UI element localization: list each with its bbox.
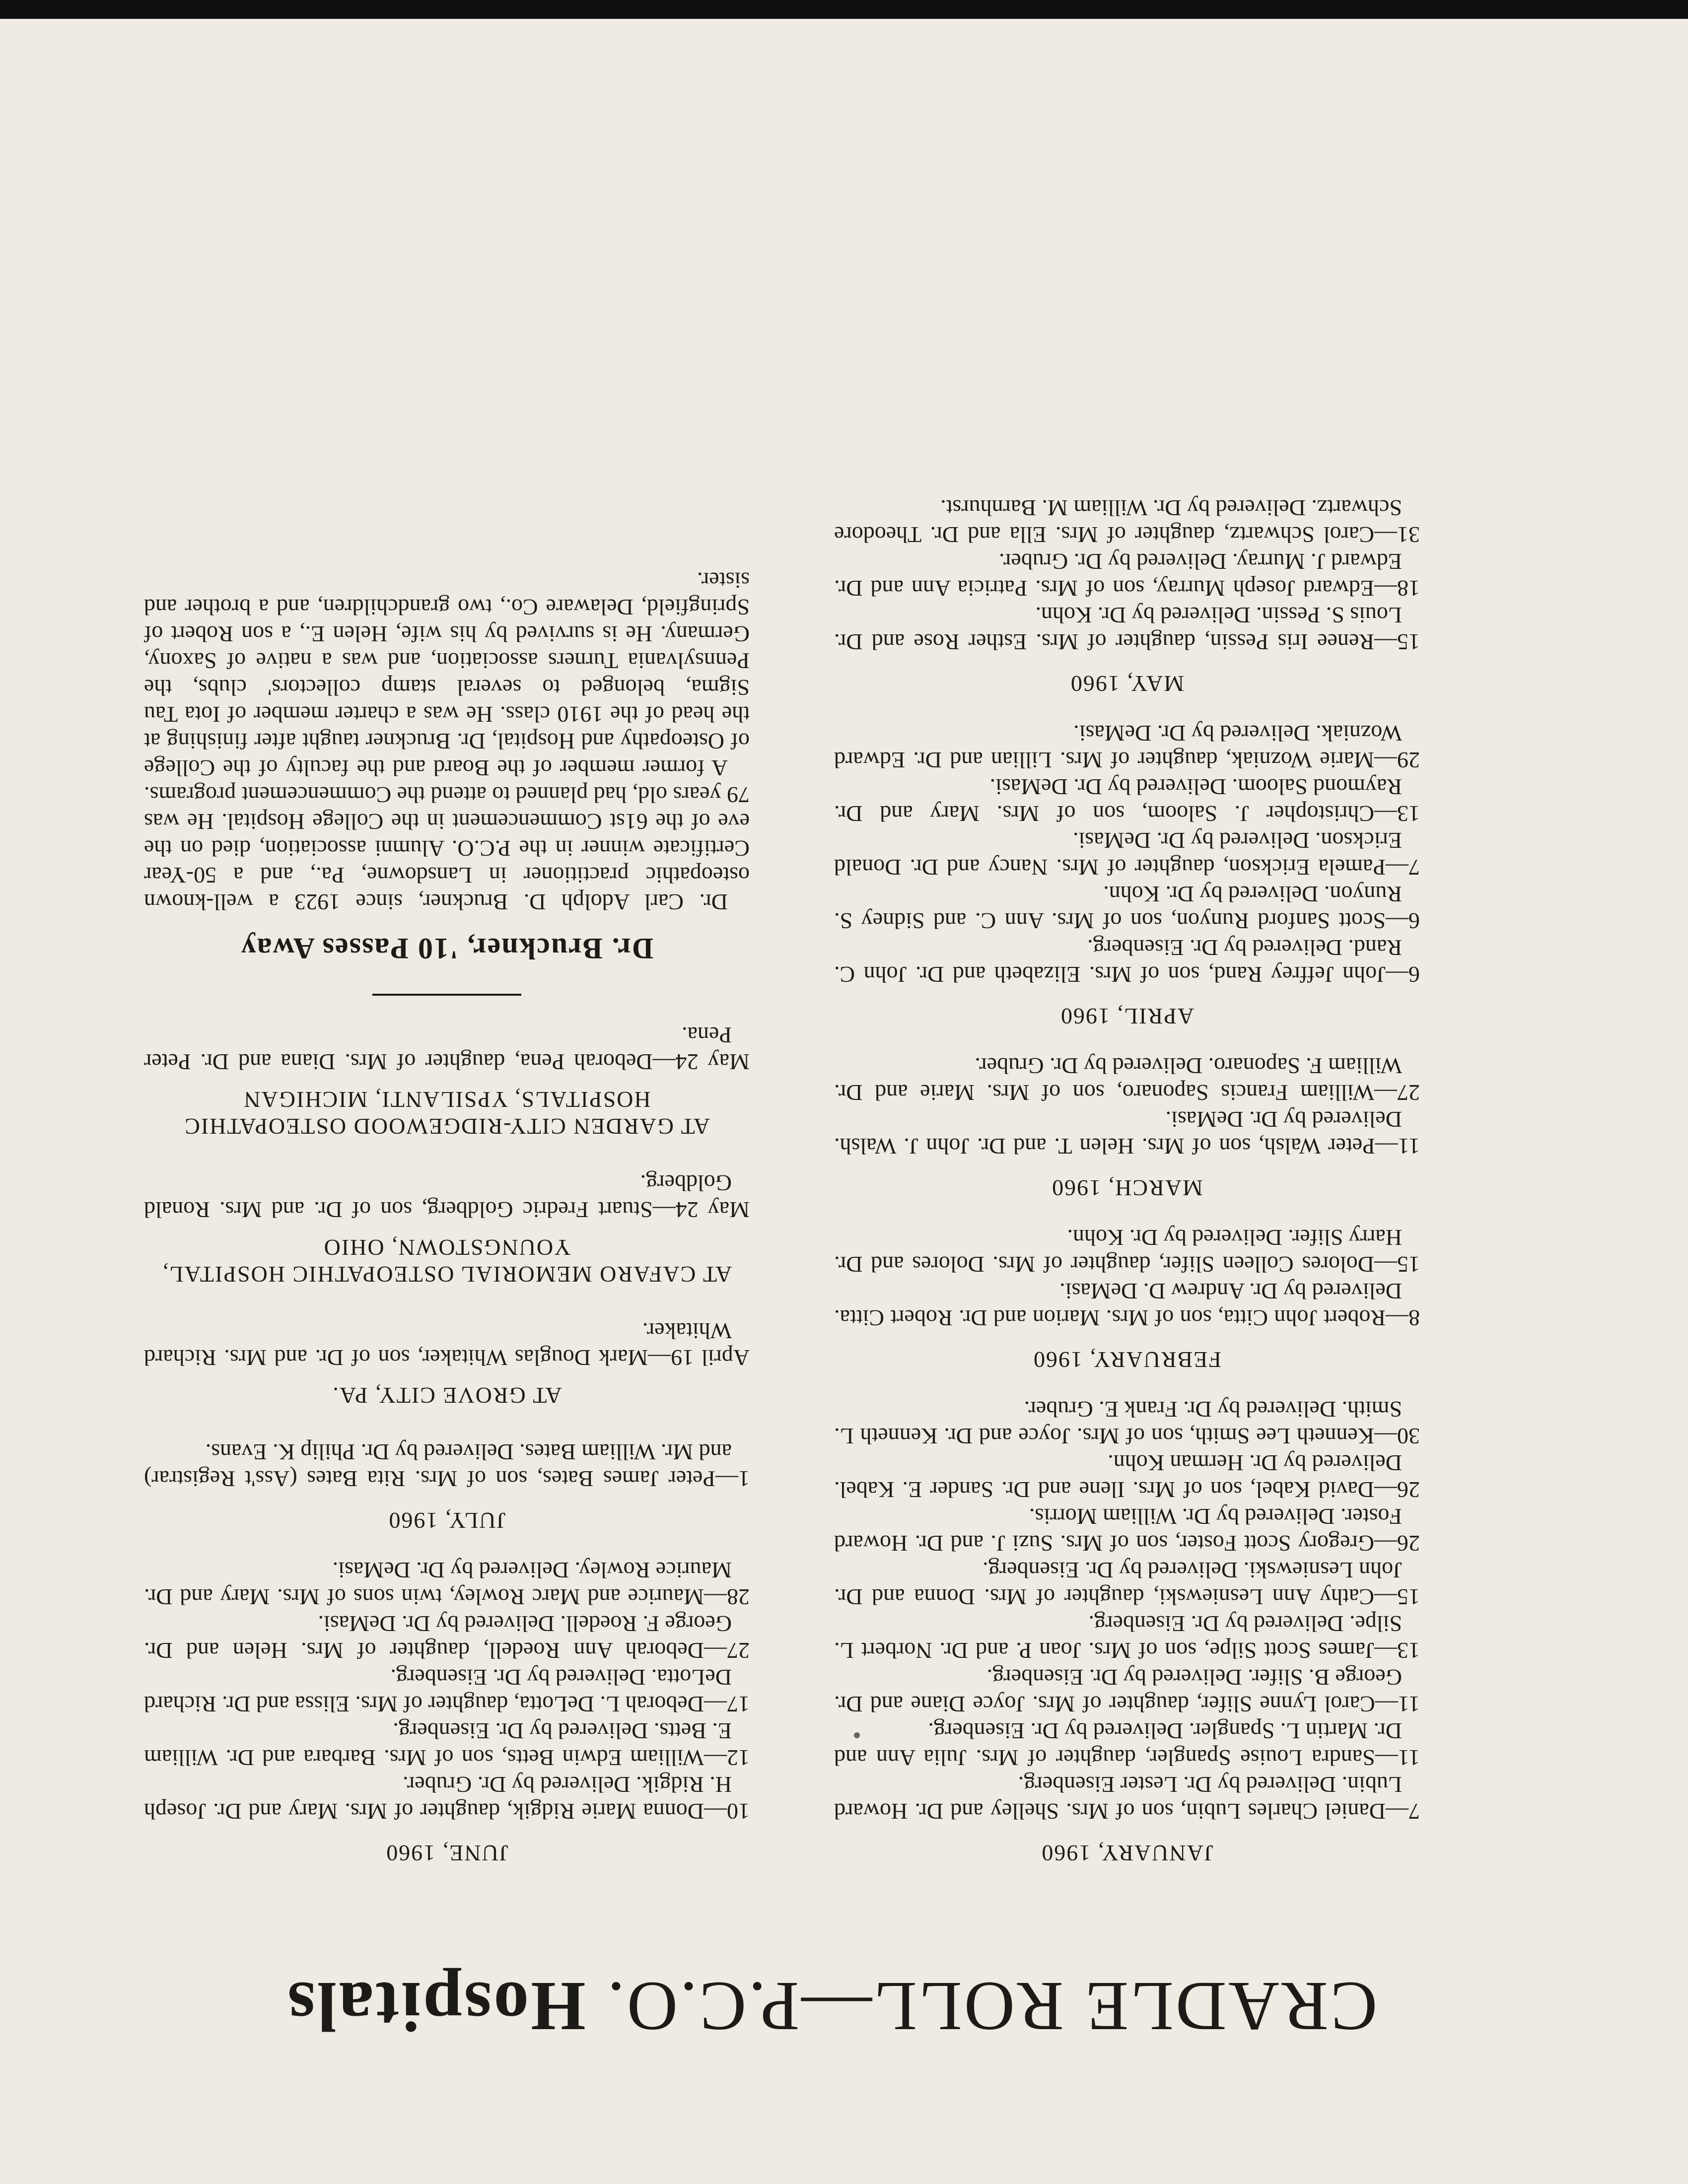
month-heading: JULY, 1960 <box>388 1508 506 1533</box>
birth-entry: May 24—Deborah Pena, daughter of Mrs. Diana and Dr. Peter Pena. <box>144 1023 750 1075</box>
obituary-title: Dr. Bruckner, '10 Passes Away <box>240 932 654 965</box>
birth-entry: 28—Maurice and Marc Rowley, twin sons of Mrs. Mary and Dr. Maurice Rowley. Delivered by Dr. DeMasi. <box>144 1558 750 1610</box>
birth-entry: 11—Carol Lynne Slifer, daughter of Mrs. Joyce Diane and Dr. George B. Slifer. Delivered by Dr. Eisenberg. <box>834 1665 1420 1717</box>
birth-entry: 11—Sandra Louise Spangler, daughter of Mrs. Julia Ann and Dr. Martin L. Spangler. Delivered by Dr. Eisenberg. <box>834 1718 1420 1771</box>
birth-entry: 15—Dolores Colleen Slifer, daughter of Mrs. Dolores and Dr. Harry Slifer. Delivered by Dr. Kohn. <box>834 1225 1420 1277</box>
section-divider <box>372 994 521 996</box>
birth-entry: 29—Marie Wozniak, daughter of Mrs. Lillian and Dr. Edward Wozniak. Delivered by Dr. DeMasi. <box>834 721 1420 773</box>
birth-entry: 6—Scott Sanford Runyon, son of Mrs. Ann C. and Sidney S. Runyon. Delivered by Dr. Kohn. <box>834 882 1420 934</box>
birth-entry: 10—Donna Marie Ridgik, daughter of Mrs. Mary and Dr. Joseph H. Ridgik. Delivered by Dr. Gruber. <box>144 1772 750 1824</box>
birth-entry: 7—Pamela Erickson, daughter of Mrs. Nancy and Dr. Donald Erickson. Delivered by Dr. DeMasi. <box>834 828 1420 880</box>
birth-entry: 8—Robert John Citta, son of Mrs. Marion and Dr. Robert Citta. Delivered by Dr. Andrew D. DeMasi. <box>834 1279 1420 1331</box>
month-heading: MARCH, 1960 <box>1051 1175 1203 1201</box>
title-part-2: Hospitals <box>285 1968 586 2046</box>
obituary-paragraph: Dr. Carl Adolph D. Bruckner, since 1923 a well-known osteopathic practitioner in Lansdowne, Pa., and a 50-Year Certificate winner in the P.C.O. Alumni association, died on the eve of the 61st Commencement in the College Hospital. He was 79 years old, had planned to attend the Commencement programs. <box>144 782 750 915</box>
birth-entry: May 24—Stuart Fredric Goldberg, son of Dr. and Mrs. Ronald Goldberg. <box>144 1170 750 1223</box>
birth-entry: 13—Christopher J. Saloom, son of Mrs. Mary and Dr. Raymond Saloom. Delivered by Dr. DeMasi. <box>834 774 1420 826</box>
title-part-1: CRADLE ROLL—P.C.O. <box>585 1968 1378 2046</box>
birth-entry: 26—Gregory Scott Foster, son of Mrs. Suzi J. and Dr. Howard Foster. Delivered by Dr. William Morris. <box>834 1504 1420 1556</box>
birth-entry: 17—Deborah L. DeLotta, daughter of Mrs. Elissa and Dr. Richard DeLotta. Delivered by Dr. Eisenberg. <box>144 1665 750 1717</box>
birth-entry: 31—Carol Schwartz, daughter of Mrs. Ella and Dr. Theodore Schwartz. Delivered by Dr. William M. Barnhurst. <box>834 495 1420 547</box>
left-column <box>834 494 1420 1866</box>
birth-entry: 7—Daniel Charles Lubin, son of Mrs. Shelley and Dr. Howard Lubin. Delivered by Dr. Lester Eisenberg. <box>834 1772 1420 1824</box>
birth-entry: 11—Peter Walsh, son of Mrs. Helen T. and Dr. John J. Walsh. Delivered by Dr. DeMasi. <box>834 1107 1420 1159</box>
birth-entry: 27—William Francis Saponaro, son of Mrs. Marie and Dr. William F. Saponaro. Delivered by Dr. Gruber. <box>834 1053 1420 1105</box>
birth-entry: 18—Edward Joseph Murray, son of Mrs. Patricia Ann and Dr. Edward J. Murray. Delivered by Dr. Gruber. <box>834 549 1420 601</box>
birth-entry: 6—John Jeffrey Rand, son of Mrs. Elizabeth and Dr. John C. Rand. Delivered by Dr. Eisenberg. <box>834 935 1420 987</box>
obituary-paragraph: A former member of the Board and the faculty of the College of Osteopathy and Hospital, Dr. Bruckner taught after finishing at the head of the 1910 class. He was a charter member of Iota Tau Sigma, belonged to several stamp collectors' clubs, the Pennsylvania Turners association, and was a native of Saxony, Germany. He is survived by his wife, Helen E., a son Robert of Springfield, Delaware Co., two grandchildren, and a brother and sister. <box>144 568 750 781</box>
hospital-heading: AT GROVE CITY, PA. <box>332 1383 562 1408</box>
birth-entry: 1—Peter James Bates, son of Mrs. Rita Bates (Ass't Registrar) and Mr. William Bates. Delivered by Dr. Philip K. Evans. <box>144 1439 750 1492</box>
hospital-heading: AT GARDEN CITY-RIDGEWOOD OSTEOPATHIC HOSPITALS, YPSILANTI, MICHIGAN <box>184 1087 710 1139</box>
month-heading: JANUARY, 1960 <box>1041 1841 1213 1866</box>
month-heading: MAY, 1960 <box>1069 671 1185 696</box>
paper-blemish <box>854 1732 860 1738</box>
right-column <box>144 567 750 1866</box>
page-title <box>253 1968 1410 2046</box>
birth-entry: April 19—Mark Douglas Whitaker, son of Dr. and Mrs. Richard Whitaker. <box>144 1318 750 1370</box>
month-heading: JUNE, 1960 <box>385 1841 508 1866</box>
month-heading: FEBRUARY, 1960 <box>1033 1347 1221 1372</box>
birth-entry: 15—Cathy Ann Lesniewski, daughter of Mrs. Donna and Dr. John Lesniewski. Delivered by Dr. Eisenberg. <box>834 1558 1420 1610</box>
birth-entry: 15—Renee Iris Pessin, daughter of Mrs. Esther Rose and Dr. Louis S. Pessin. Delivered by Dr. Kohn. <box>834 603 1420 655</box>
birth-entry: 12—William Edwin Betts, son of Mrs. Barbara and Dr. William E. Betts. Delivered by Dr. Eisenberg. <box>144 1718 750 1771</box>
month-heading: APRIL, 1960 <box>1060 1004 1194 1029</box>
birth-entry: 27—Deborah Ann Roedell, daughter of Mrs. Helen and Dr. George F. Roedell. Delivered by Dr. DeMasi. <box>144 1611 750 1663</box>
hospital-heading: AT CAFARO MEMORIAL OSTEOPATHIC HOSPITAL, YOUNGSTOWN, OHIO <box>161 1235 732 1287</box>
birth-entry: 30—Kenneth Lee Smith, son of Mrs. Joyce and Dr. Kenneth L. Smith. Delivered by Dr. Frank E. Gruber. <box>834 1397 1420 1449</box>
birth-entry: 13—James Scott Silpe, son of Mrs. Joan P. and Dr. Norbert L. Silpe. Delivered by Dr. Eisenberg. <box>834 1611 1420 1663</box>
birth-entry: 26—David Kabel, son of Mrs. Ilene and Dr. Sander E. Kabel. Delivered by Dr. Herman Kohn. <box>834 1450 1420 1502</box>
